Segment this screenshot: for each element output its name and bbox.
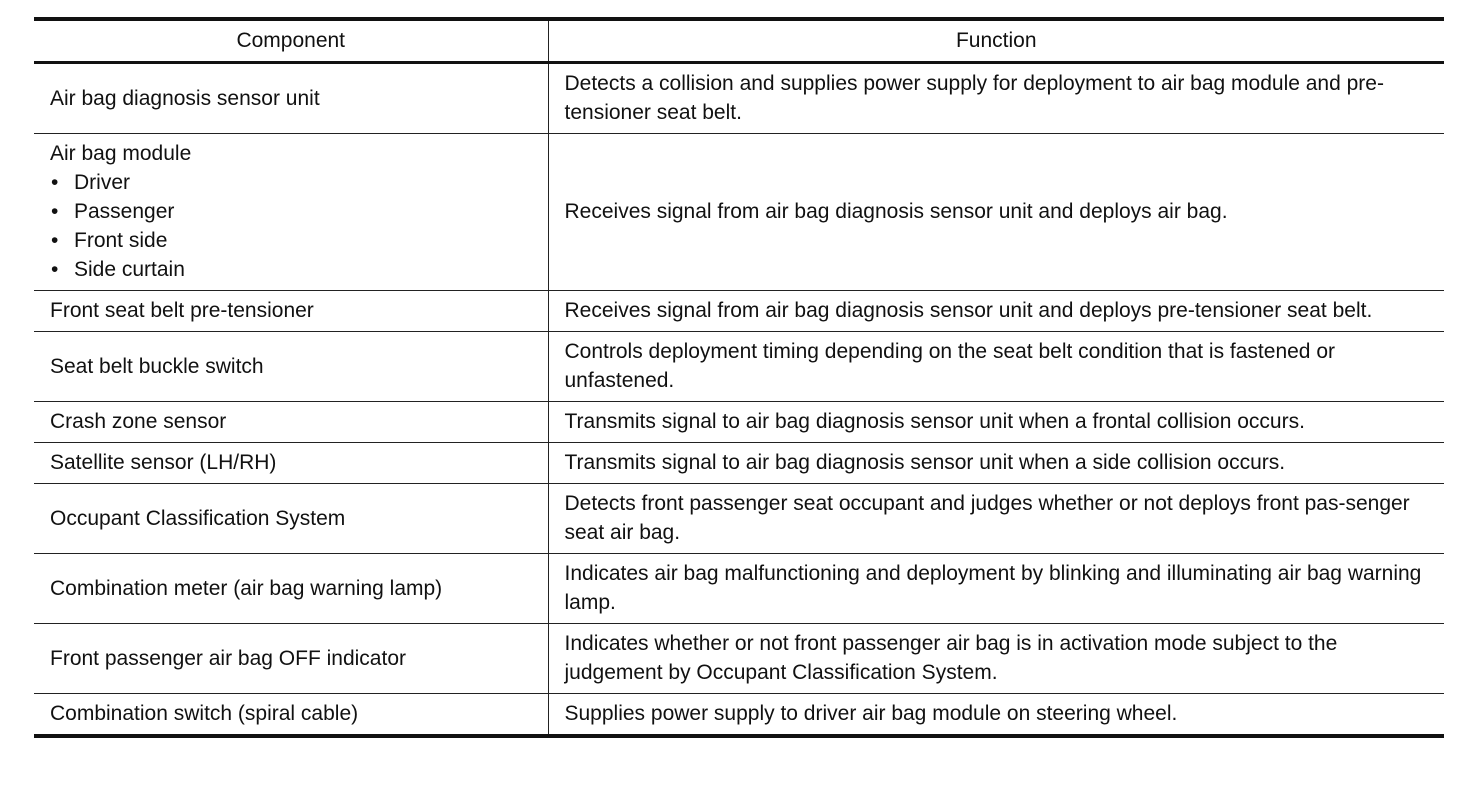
function-cell: Controls deployment timing depending on the seat belt condition that is fastened or unfastened. <box>564 340 1335 392</box>
table-row <box>34 332 1444 402</box>
component-cell: Front seat belt pre-tensioner <box>34 291 548 332</box>
component-cell: Air bag diagnosis sensor unit <box>34 63 548 134</box>
function-cell: Indicates whether or not front passenger air bag is in activation mode subject to the judgement by Occupant Classification System. <box>564 632 1338 684</box>
list-item: • Driver <box>50 168 534 197</box>
component-cell: Occupant Classification System <box>34 484 548 554</box>
component-cell: Combination switch (spiral cable) <box>34 694 548 737</box>
table-row <box>34 443 1444 484</box>
component-title: Air bag module <box>50 142 192 165</box>
component-sub-list <box>50 168 534 284</box>
table-header <box>34 19 1444 63</box>
header-function: Function <box>955 29 1037 52</box>
list-item: • Passenger <box>50 197 534 226</box>
table-row <box>34 484 1444 554</box>
function-cell: Receives signal from air bag diagnosis sensor unit and deploys pre-tensioner seat belt. <box>564 299 1373 322</box>
table-row <box>34 694 1444 737</box>
table-row <box>34 134 1444 291</box>
function-cell: Detects front passenger seat occupant and judges whether or not deploys front pas-senger seat air bag. <box>564 492 1410 544</box>
function-cell: Detects a collision and supplies power supply for deployment to air bag module and pre-tensioner seat belt. <box>564 72 1384 124</box>
component-cell: Seat belt buckle switch <box>34 332 548 402</box>
table-row <box>34 63 1444 134</box>
function-cell: Transmits signal to air bag diagnosis sensor unit when a side collision occurs. <box>564 451 1286 474</box>
table-row <box>34 624 1444 694</box>
table-row <box>34 554 1444 624</box>
function-cell: Receives signal from air bag diagnosis sensor unit and deploys air bag. <box>564 200 1228 223</box>
header-row <box>34 19 1444 63</box>
component-function-table <box>34 17 1444 738</box>
component-cell: Combination meter (air bag warning lamp) <box>34 554 548 624</box>
table-row <box>34 402 1444 443</box>
list-item: • Side curtain <box>50 255 534 284</box>
component-cell <box>34 134 548 291</box>
header-component: Component <box>34 19 548 63</box>
table-row <box>34 291 1444 332</box>
table-body <box>34 63 1444 737</box>
component-cell: Front passenger air bag OFF indicator <box>34 624 548 694</box>
function-cell: Indicates air bag malfunctioning and deployment by blinking and illuminating air bag warning lamp. <box>564 562 1422 614</box>
function-cell: Transmits signal to air bag diagnosis sensor unit when a frontal collision occurs. <box>564 410 1305 433</box>
function-cell: Supplies power supply to driver air bag module on steering wheel. <box>564 702 1178 725</box>
component-cell: Crash zone sensor <box>34 402 548 443</box>
list-item: • Front side <box>50 226 534 255</box>
component-cell: Satellite sensor (LH/RH) <box>34 443 548 484</box>
